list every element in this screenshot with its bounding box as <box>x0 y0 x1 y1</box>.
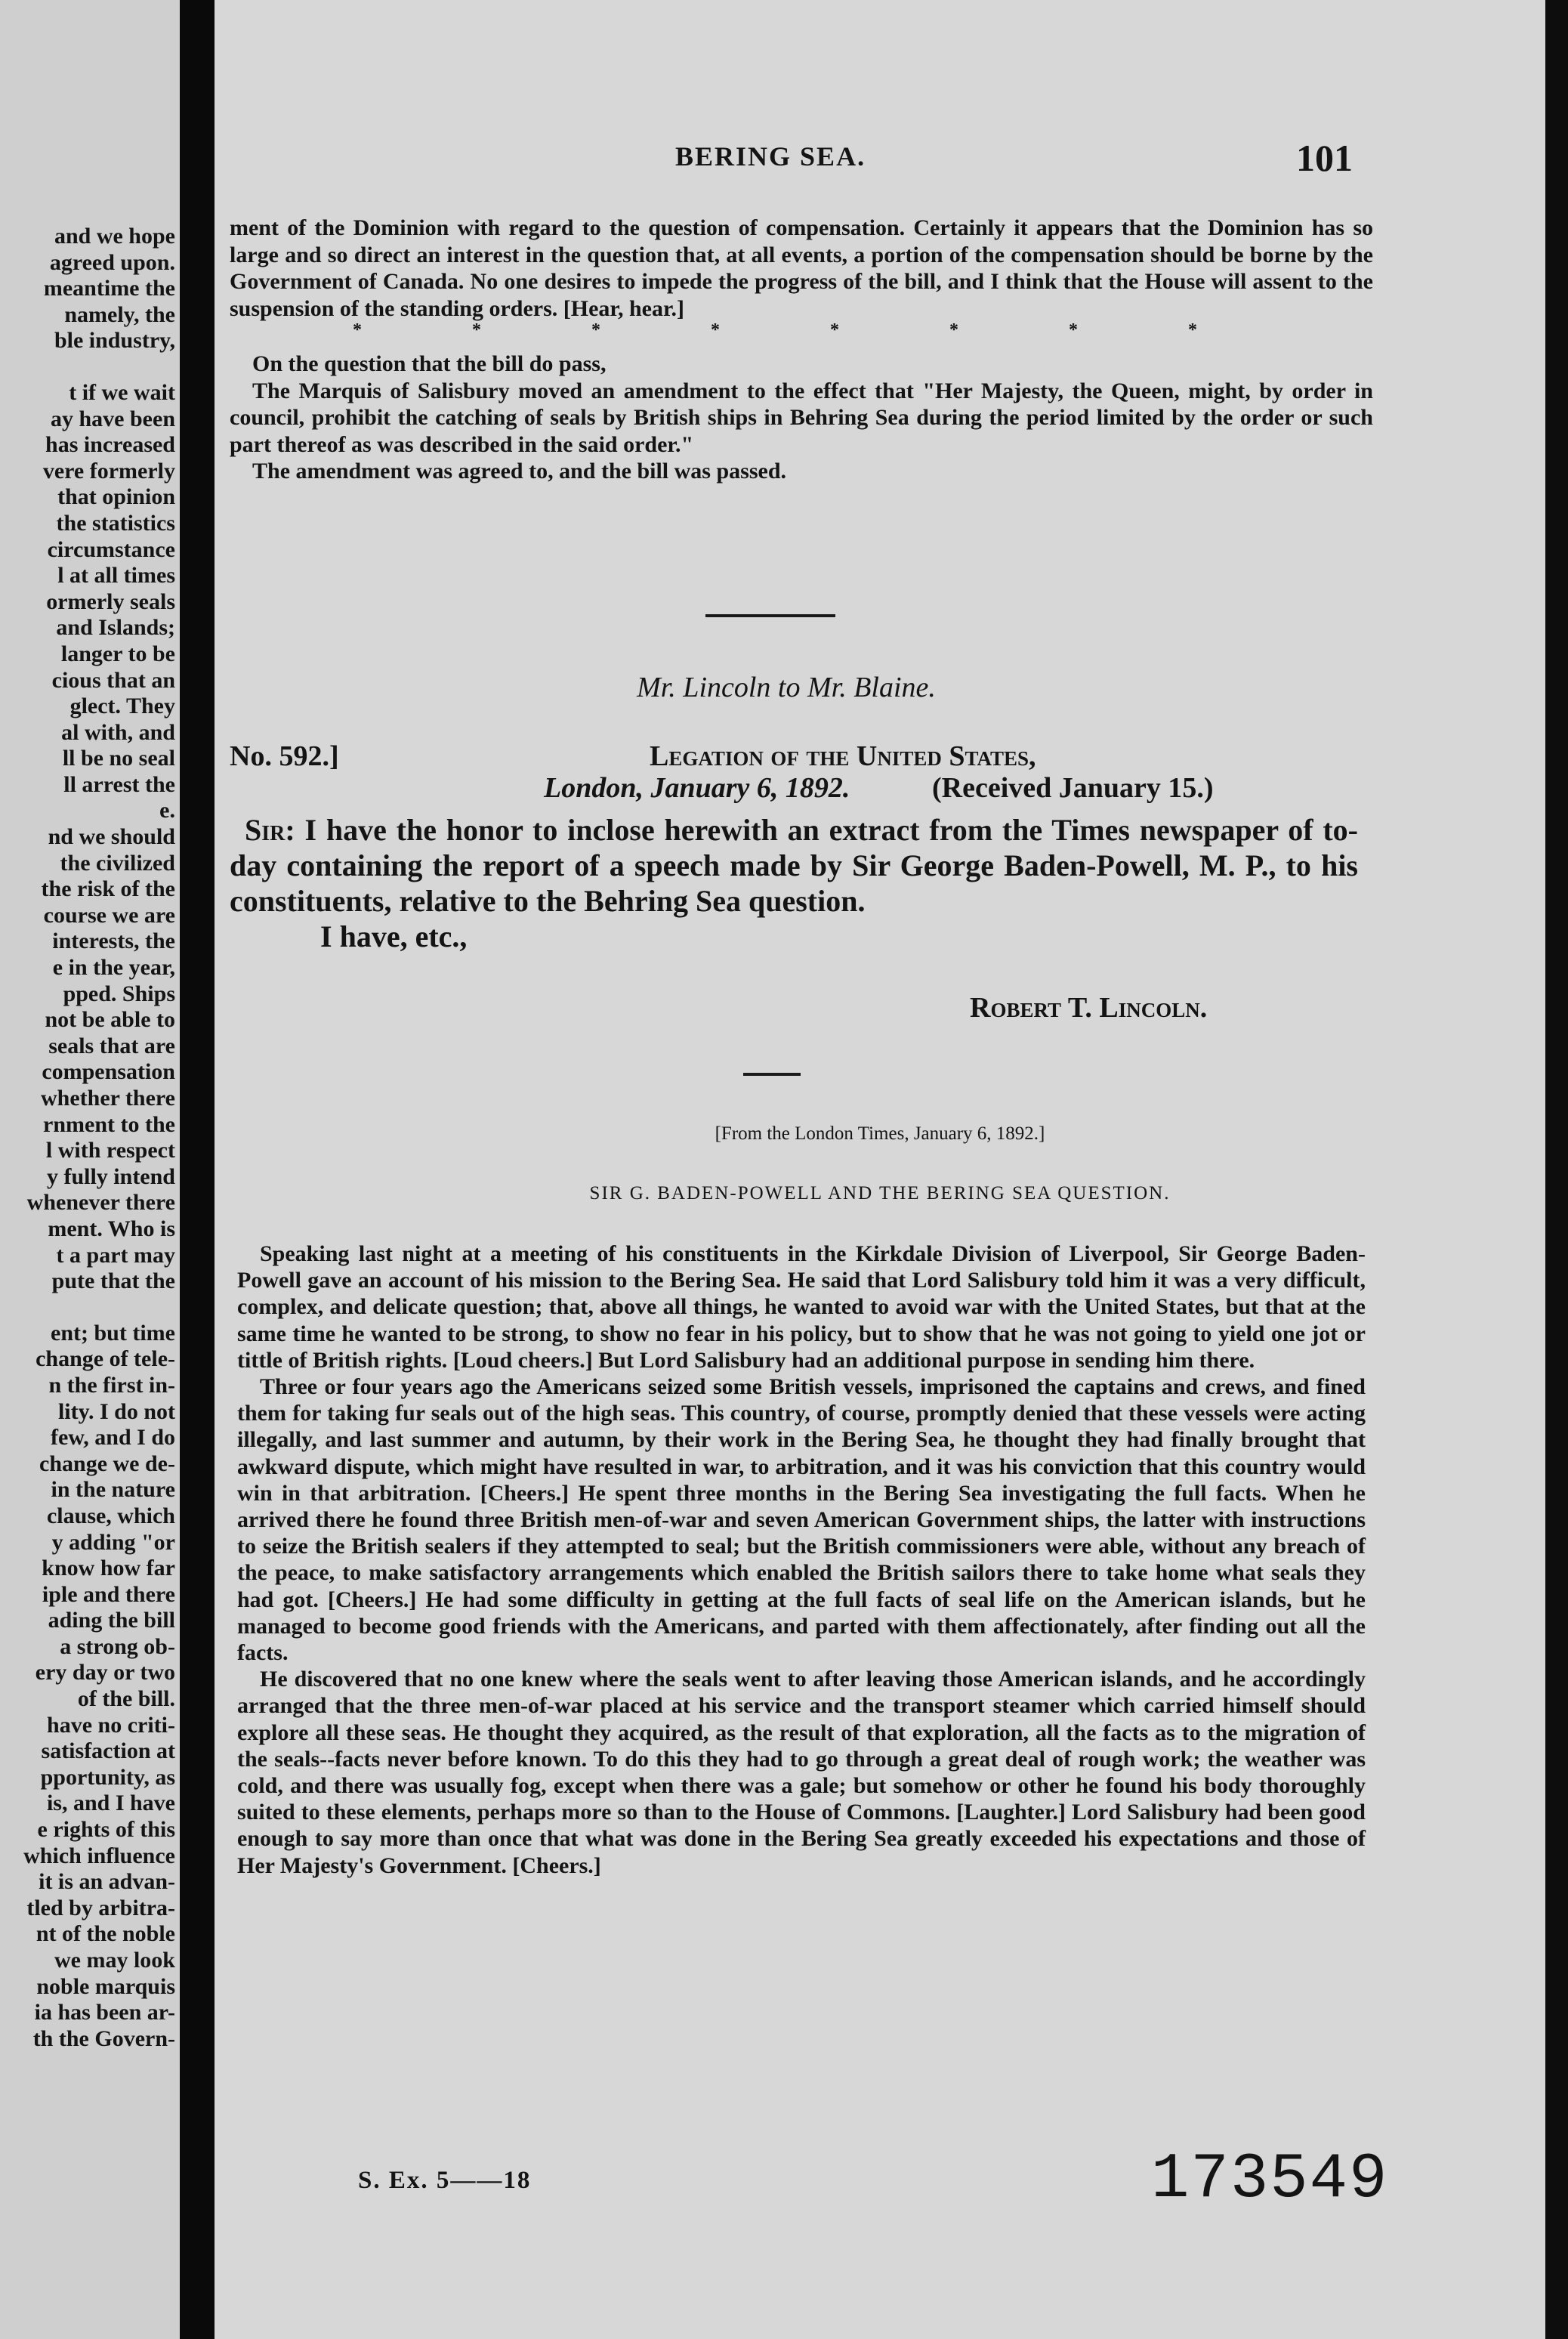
adjacent-page-line: vere formerly <box>42 458 175 484</box>
signature: Robert T. Lincoln. <box>970 992 1208 1024</box>
adjacent-page-line: e. <box>159 798 175 823</box>
page-number: 101 <box>1296 137 1353 179</box>
letter-heading <box>230 740 1373 804</box>
salutation: Sir: <box>245 813 295 847</box>
adjacent-page-line: langer to be <box>60 641 175 666</box>
ellipsis-stars: * * * * * * * * <box>353 320 1250 340</box>
adjacent-page-line: is, and I have <box>46 1791 175 1816</box>
adjacent-page-line: cious that an <box>51 667 175 693</box>
adjacent-page-line: the statistics <box>56 510 175 536</box>
adjacent-page-line: has increased <box>45 432 175 458</box>
adjacent-page-line <box>0 354 175 380</box>
adjacent-page-line: nd we should <box>48 824 175 850</box>
adjacent-page-line: a strong ob- <box>60 1633 175 1659</box>
adjacent-page-line: have no criti- <box>47 1712 175 1738</box>
letter-body <box>230 812 1358 954</box>
adjacent-page-line: y fully intend <box>46 1163 175 1189</box>
adjacent-page-line: whether there <box>40 1086 175 1111</box>
adjacent-page-line: ent; but time <box>51 1320 175 1346</box>
adjacent-page-line: of the bill. <box>77 1686 175 1712</box>
adjacent-page-fragment <box>0 0 180 2339</box>
paragraph: The Marquis of Salisbury moved an amendment to the effect that "Her Majesty, the Queen, might, by order in council, prohibit the catching of seals by British ships in Behring Sea during the period limited by the order or such part thereof as was described in the said order." <box>230 378 1373 457</box>
adjacent-page-line: few, and I do <box>50 1425 175 1451</box>
page-gutter <box>180 0 215 2339</box>
letter-title: Mr. Lincoln to Mr. Blaine. <box>637 672 936 703</box>
adjacent-page-line: ia has been ar- <box>34 2000 175 2025</box>
article-body <box>237 1241 1366 1879</box>
place-date: London, January 6, 1892. <box>544 772 850 804</box>
adjacent-page-line: change we de- <box>39 1451 175 1476</box>
legation-line: Legation of the United States, <box>650 740 1036 772</box>
adjacent-page-line: l at all times <box>57 563 175 589</box>
adjacent-page-line: in the nature <box>51 1477 175 1503</box>
adjacent-page-line: th the Govern- <box>32 2025 175 2051</box>
article-heading: SIR G. BADEN-POWELL AND THE BERING SEA QUESTION. <box>589 1183 1171 1203</box>
adjacent-page-line: tled by arbitra- <box>26 1895 175 1920</box>
adjacent-page-line: ormerly seals <box>46 589 175 614</box>
adjacent-page-line: e in the year, <box>52 955 175 981</box>
adjacent-page-line: glect. They <box>69 694 175 719</box>
adjacent-page-line: the civilized <box>60 850 175 876</box>
adjacent-page-line: ery day or two <box>35 1660 175 1686</box>
section-rule <box>705 614 835 617</box>
adjacent-page-line: seals that are <box>48 1033 175 1058</box>
adjacent-page-line: t if we wait <box>69 379 175 405</box>
paragraph: The amendment was agreed to, and the bill was passed. <box>252 459 787 484</box>
article-paragraph: Speaking last night at a meeting of his constituents in the Kirkdale Division of Liverpool, Sir George Baden-Powell gave an account of his mission to the Bering Sea. He said that Lord Salisbury told him it was a very difficult, complex, and delicate question; that, above all things, he wanted to avoid war with the United States, but that at the same time he wanted to be strong, to show no fear in his policy, but to show that he was not going to yield one jot or tittle of British rights. [Loud cheers.] But Lord Salisbury had an additional purpose in sending him there. <box>237 1241 1366 1373</box>
adjacent-page-line <box>0 1295 175 1321</box>
adjacent-page-line: pportunity, as <box>40 1764 175 1790</box>
adjacent-page-line: circumstance <box>47 536 175 562</box>
adjacent-page-line: change of tele- <box>35 1346 175 1372</box>
adjacent-page-line: not be able to <box>45 1007 175 1033</box>
adjacent-page-line: ble industry, <box>54 328 175 354</box>
adjacent-page-line: that opinion <box>57 484 175 510</box>
adjacent-page-line: y adding "or <box>51 1529 175 1555</box>
adjacent-page-line: ment. Who is <box>48 1216 175 1241</box>
adjacent-page-line: satisfaction at <box>41 1738 175 1764</box>
paragraph: ment of the Dominion with regard to the question of compensation. Certainly it appears that the Dominion has so large and so direct an interest in the question that, at all events, a portion of the compensation should be borne by the Government of Canada. No one desires to impede the progress of the bill, and I think that the House will assent to the suspension of the standing orders. [Hear, hear.] <box>230 215 1373 321</box>
adjacent-page-line: pute that the <box>51 1268 175 1294</box>
adjacent-page-text <box>0 224 175 2052</box>
adjacent-page-line: and Islands; <box>56 615 175 641</box>
letter-text: I have the honor to inclose herewith an extract from the Times newspaper of to-day containing the report of a speech made by Sir George Baden-Powell, M. P., to his constituents, relative to the Behring Sea question. <box>230 813 1359 918</box>
adjacent-page-line: iple and there <box>42 1581 175 1607</box>
received-date: (Received January 15.) <box>932 772 1214 804</box>
article-paragraph: He discovered that no one knew where the seals went to after leaving those American islands, and he accordingly arranged that the three men-of-war placed at his service and the transport steamer which carried himself should explore all these seas. He thought they acquired, as the result of that exploration, all the facts as to the migration of the seals--facts never before known. To do this they had to go through a great deal of rough work; the weather was cold, and there was usually fog, except when there was a gale; but somehow or other he found his body thoroughly suited to these elements, perhaps more so than to the House of Commons. [Laughter.] Lord Salisbury had been good enough to say more than once that what was done in the Bering Sea greatly exceeded his expectations and those of Her Majesty's Government. [Cheers.] <box>237 1667 1366 1878</box>
top-text-block <box>230 215 1373 485</box>
adjacent-page-line: course we are <box>43 902 175 928</box>
adjacent-page-line: interests, the <box>52 928 175 954</box>
closing: I have, etc., <box>320 919 468 953</box>
adjacent-page-line: al with, and <box>61 719 175 745</box>
adjacent-page-line: namely, the <box>64 301 175 327</box>
document-page <box>215 0 1545 2339</box>
adjacent-page-line: pped. Ships <box>63 981 175 1006</box>
adjacent-page-line: n the first in- <box>48 1372 175 1398</box>
adjacent-page-line: meantime the <box>43 276 175 301</box>
adjacent-page-line: compensation <box>42 1059 175 1085</box>
adjacent-page-line: clause, which <box>46 1503 175 1528</box>
adjacent-page-line: ll be no seal <box>62 746 175 771</box>
adjacent-page-line: t a part may <box>56 1242 175 1268</box>
adjacent-page-line: and we hope <box>54 224 175 249</box>
adjacent-page-line: we may look <box>54 1948 175 1973</box>
article-source: [From the London Times, January 6, 1892.] <box>715 1123 1045 1144</box>
adjacent-page-line: lity. I do not <box>57 1398 175 1424</box>
stamp-number: 173549 <box>1151 2144 1389 2216</box>
adjacent-page-line: ll arrest the <box>63 771 175 797</box>
running-title: BERING SEA. <box>675 141 866 171</box>
adjacent-page-line: ading the bill <box>48 1608 175 1633</box>
despatch-number: No. 592.] <box>230 740 339 772</box>
adjacent-page-line: e rights of this <box>37 1817 175 1843</box>
adjacent-page-line: whenever there <box>26 1190 175 1216</box>
adjacent-page-line: noble marquis <box>36 1973 175 1999</box>
section-rule <box>743 1073 801 1076</box>
adjacent-page-line: l with respect <box>45 1138 175 1163</box>
adjacent-page-line: agreed upon. <box>49 249 175 275</box>
adjacent-page-line: know how far <box>42 1556 175 1581</box>
adjacent-page-line: the risk of the <box>41 876 175 902</box>
paragraph: On the question that the bill do pass, <box>252 351 607 376</box>
article-paragraph: Three or four years ago the Americans seized some British vessels, imprisoned the captains and crews, and fined them for taking fur seals out of the high seas. This country, of course, promptly denied that these vessels were acting illegally, and last summer and autumn, by their work in the Bering Sea, he thought they had finally brought that awkward dispute, which might have resulted in war, to arbitration, and it was his conviction that this country would win in that arbitration. [Cheers.] He spent three months in the Bering Sea investigating the full facts. When he arrived there he found three British men-of-war and seven American Government ships, the latter with instructions to seize the British sealers if they attempted to seal; but the British commissioners were able, without any breach of the peace, to make satisfactory arrangements which enabled the British sailors there to take home what seals they had got. [Cheers.] He had some difficulty in getting at the full facts of seal life on the American islands, but he managed to become good friends with the Americans, and parted with them affectionately, after finding out all the facts. <box>237 1374 1366 1666</box>
adjacent-page-line: which influence <box>23 1843 175 1868</box>
adjacent-page-line: rnment to the <box>43 1111 175 1137</box>
adjacent-page-line: it is an advan- <box>39 1869 175 1895</box>
adjacent-page-line: nt of the noble <box>35 1921 175 1947</box>
signature-mark: S. Ex. 5——18 <box>358 2167 532 2194</box>
adjacent-page-line: ay have been <box>51 406 175 431</box>
